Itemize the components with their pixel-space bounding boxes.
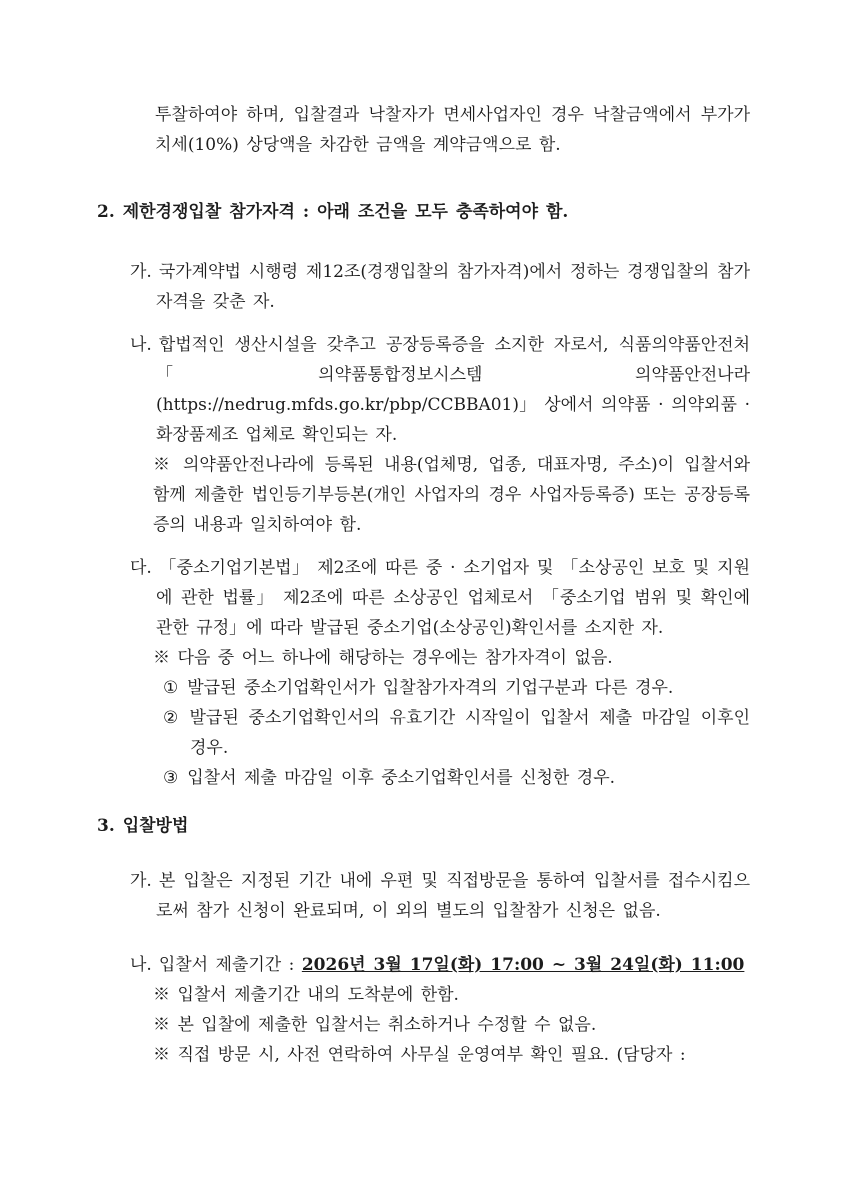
section-3-item-na: [97, 950, 750, 980]
item-text: 「중소기업기본법」 제2조에 따른 중 · 소기업자 및 「소상공인 보호 및 지원에 관한 법률」 제2조에 따른 소상공인 업체로서 「중소기업 범위 및 확인에 관한 규정」에 따라 발급된 중소기업(소상공인)확인서를 소지한 자.: [156, 558, 750, 638]
section-3-note-3: ※ 직접 방문 시, 사전 연락하여 사무실 운영여부 확인 필요. (담당자 :: [153, 1045, 686, 1065]
section-2-item-ga: [97, 257, 750, 317]
section-3-heading: 3. 입찰방법: [97, 816, 189, 836]
circled-number-1: ①: [163, 678, 179, 698]
section-2-heading: 2. 제한경쟁입찰 참가자격 : 아래 조건을 모두 충족하여야 함.: [97, 202, 569, 222]
section-2-subitem-2: [97, 703, 750, 763]
section-2-subitem-1: [97, 673, 750, 703]
subitem-text: 입찰서 제출 마감일 이후 중소기업확인서를 신청한 경우.: [187, 768, 616, 788]
continuation-paragraph: 투찰하여야 하며, 입찰결과 낙찰자가 면세사업자인 경우 낙찰금액에서 부가가치세(10%) 상당액을 차감한 금액을 계약금액으로 함.: [155, 105, 750, 155]
subitem-text: 발급된 중소기업확인서가 입찰참가자격의 기업구분과 다른 경우.: [187, 678, 674, 698]
item-label: 나.: [130, 335, 152, 355]
item-text: 국가계약법 시행령 제12조(경쟁입찰의 참가자격)에서 정하는 경쟁입찰의 참가자격을 갖춘 자.: [156, 262, 750, 312]
section-3-note-1: ※ 입찰서 제출기간 내의 도착분에 한함.: [153, 985, 459, 1005]
item-text: 합법적인 생산시설을 갖추고 공장등록증을 소지한 자로서, 식품의약품안전처 「의약품통합정보시스템 의약품안전나라(https://nedrug.mfds.go.kr/pbp/CCBBA01)」 상에서 의약품 · 의약외품 · 화장품제조 업체로 확인되는 자.: [156, 335, 750, 445]
section-2-item-da: [97, 553, 750, 643]
subitem-text: 발급된 중소기업확인서의 유효기간 시작일이 입찰서 제출 마감일 이후인 경우.: [189, 708, 751, 758]
item-label: 나.: [130, 955, 152, 975]
circled-number-3: ③: [163, 768, 179, 788]
item-label: 다.: [130, 558, 152, 578]
item-label: 가.: [130, 871, 152, 891]
item-label: 가.: [130, 262, 152, 282]
section-3-note-2: ※ 본 입찰에 제출한 입찰서는 취소하거나 수정할 수 없음.: [153, 1015, 597, 1035]
submission-period-value: 2026년 3월 17일(화) 17:00 ~ 3월 24일(화) 11:00: [301, 955, 745, 975]
section-2-subitem-3: [97, 763, 750, 793]
section-2-item-na: [97, 330, 750, 450]
item-text: 본 입찰은 지정된 기간 내에 우편 및 직접방문을 통하여 입찰서를 접수시킴으로써 참가 신청이 완료되며, 이 외의 별도의 입찰참가 신청은 없음.: [156, 871, 750, 921]
section-2-item-na-note: ※ 의약품안전나라에 등록된 내용(업체명, 업종, 대표자명, 주소)이 입찰서와 함께 제출한 법인등기부등본(개인 사업자의 경우 사업자등록증) 또는 공장등록증의 내용과 일치하여야 함.: [153, 455, 750, 535]
section-2-item-da-note: ※ 다음 중 어느 하나에 해당하는 경우에는 참가자격이 없음.: [153, 648, 613, 668]
section-3-item-ga: [97, 866, 750, 926]
circled-number-2: ②: [163, 708, 181, 728]
item-text: 입찰서 제출기간 :: [158, 955, 302, 975]
